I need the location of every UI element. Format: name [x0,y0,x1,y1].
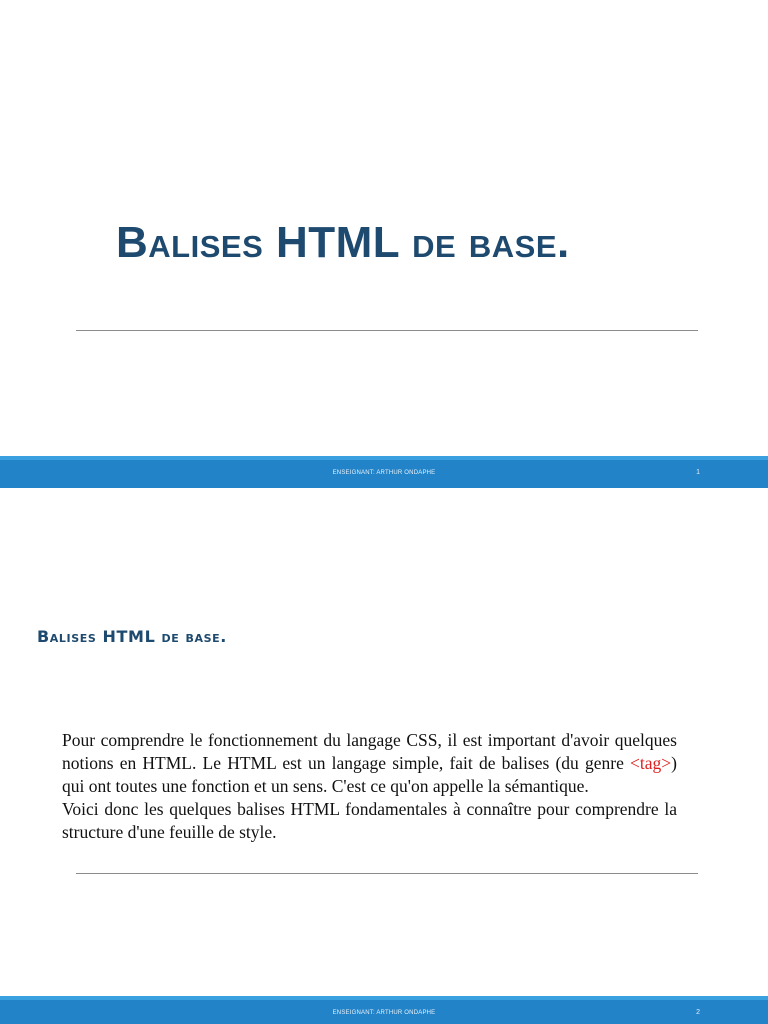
divider-line [76,873,698,874]
slide-body [62,729,677,844]
slide-footer [0,996,768,1024]
page-number: 1 [696,469,700,476]
footer-teacher-label: ENSEIGNANT: ARTHUR ONDAPHE [332,470,436,476]
slide-2 [0,488,768,1024]
slide-title: Balises HTML de base. [37,627,227,647]
footer-teacher-label: ENSEIGNANT: ARTHUR ONDAPHE [332,1010,436,1016]
paragraph-intro-part2: ) qui ont toutes une fonction et un sens. C'est ce qu'on appelle la sémantique. [62,753,677,796]
page-number: 2 [696,1009,700,1016]
slide-1 [0,0,768,488]
paragraph-second: Voici donc les quelques balises HTML fondamentales à connaître pour comprendre la structure d'une feuille de style. [62,799,677,842]
divider-line [76,330,698,331]
tag-example: <tag> [630,753,672,773]
paragraph-intro [62,729,677,798]
slide-footer [0,456,768,488]
paragraph-intro-part1: Pour comprendre le fonctionnement du langage CSS, il est important d'avoir quelques notions en HTML. Le HTML est un langage simple, fait de balises (du genre [62,730,677,773]
slide-title: Balises HTML de base. [116,218,570,268]
